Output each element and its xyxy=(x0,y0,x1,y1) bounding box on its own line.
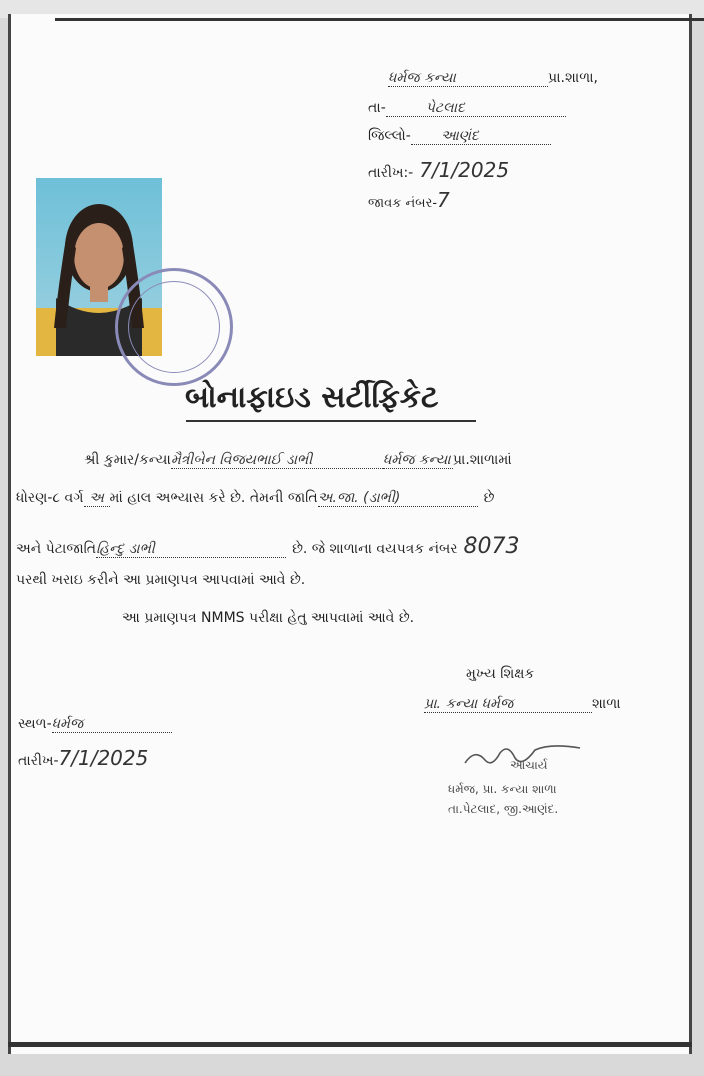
division: અ xyxy=(84,490,110,507)
district-line xyxy=(368,128,551,145)
subcaste: હિન્દુ ડાભી xyxy=(96,541,286,558)
top-border-line xyxy=(55,18,704,21)
student-name: મૈત્રીબેન વિજયભાઈ ડાભી xyxy=(171,452,383,469)
school-suffix: પ્રા.શાળા, xyxy=(548,70,598,86)
place-line xyxy=(18,716,172,733)
body-line-4: પરથી ખરાઇ કરીને આ પ્રમાણપત્ર આપવામાં આવે છે. xyxy=(16,572,306,588)
place-label: સ્થળ- xyxy=(18,716,52,732)
body-line-2 xyxy=(16,490,494,507)
district-label: જિલ્લો- xyxy=(368,128,411,144)
title-underline xyxy=(186,420,476,422)
certificate-title: બોનાફાઇડ સર્ટીફિકેટ xyxy=(185,380,439,415)
standard-prefix: ધોરણ-૮ વર્ગ xyxy=(16,490,84,506)
footer-date-label: તારીખ- xyxy=(18,753,59,769)
footer-date-value: 7/1/2025 xyxy=(58,746,149,770)
taluka-label: તા- xyxy=(368,100,386,116)
outward-label: જાવક નંબર- xyxy=(368,196,438,211)
stamp-line-2: ધર્મજ, પ્રા. કન્યા શાળા xyxy=(448,782,557,796)
bottom-border-line xyxy=(8,1042,692,1047)
headmaster-school: પ્રા. કન્યા ધર્મજ xyxy=(424,696,592,713)
date-value: 7/1/2025 xyxy=(419,158,510,182)
date-label: તારીખ:- xyxy=(368,165,414,181)
register-number: 8073 xyxy=(463,534,520,559)
school-seal xyxy=(115,268,233,386)
footer-date-line xyxy=(18,746,148,770)
subcaste-prefix: અને પેટાજાતિ xyxy=(16,541,97,557)
date-line xyxy=(368,158,509,182)
name-prefix: શ્રી કુમાર/કન્યા xyxy=(84,452,171,468)
headmaster-school-suffix: શાળા xyxy=(592,696,621,712)
line2-suffix: છે xyxy=(483,490,495,506)
taluka-value: પેટલાદ xyxy=(386,100,566,117)
taluka-line xyxy=(368,100,566,117)
outward-value: 7 xyxy=(437,188,450,212)
caste: અ.જા. (ડાભી) xyxy=(318,490,478,507)
stamp-line-1: આચાર્ય xyxy=(510,758,548,772)
line1-school: ધર્મજ કન્યા xyxy=(383,452,453,469)
school-name-line xyxy=(388,70,598,87)
line1-suffix: પ્રા.શાળામાં xyxy=(452,452,512,468)
outward-line xyxy=(368,188,450,212)
district-value: આણંદ xyxy=(411,128,551,145)
body-line-1 xyxy=(84,452,512,469)
place-value: ધર્મજ xyxy=(52,716,172,733)
line2-mid: માં હાલ અભ્યાસ કરે છે. તેમની જાતિ xyxy=(109,490,318,506)
stamp-line-3: તા.પેટલાદ, જી.આણંદ. xyxy=(448,802,559,816)
headmaster-title: મુખ્ય શિક્ષક xyxy=(466,666,535,682)
body-line-3 xyxy=(16,534,520,559)
school-name-handwritten: ધર્મજ કન્યા xyxy=(388,70,548,87)
headmaster-school-line xyxy=(424,696,621,713)
body-line-5: આ પ્રમાણપત્ર NMMS પરીક્ષા હેતુ આપવામાં આવે છે. xyxy=(122,610,415,626)
line3-mid: છે. જે શાળાના વયપત્રક નંબર xyxy=(292,541,458,557)
